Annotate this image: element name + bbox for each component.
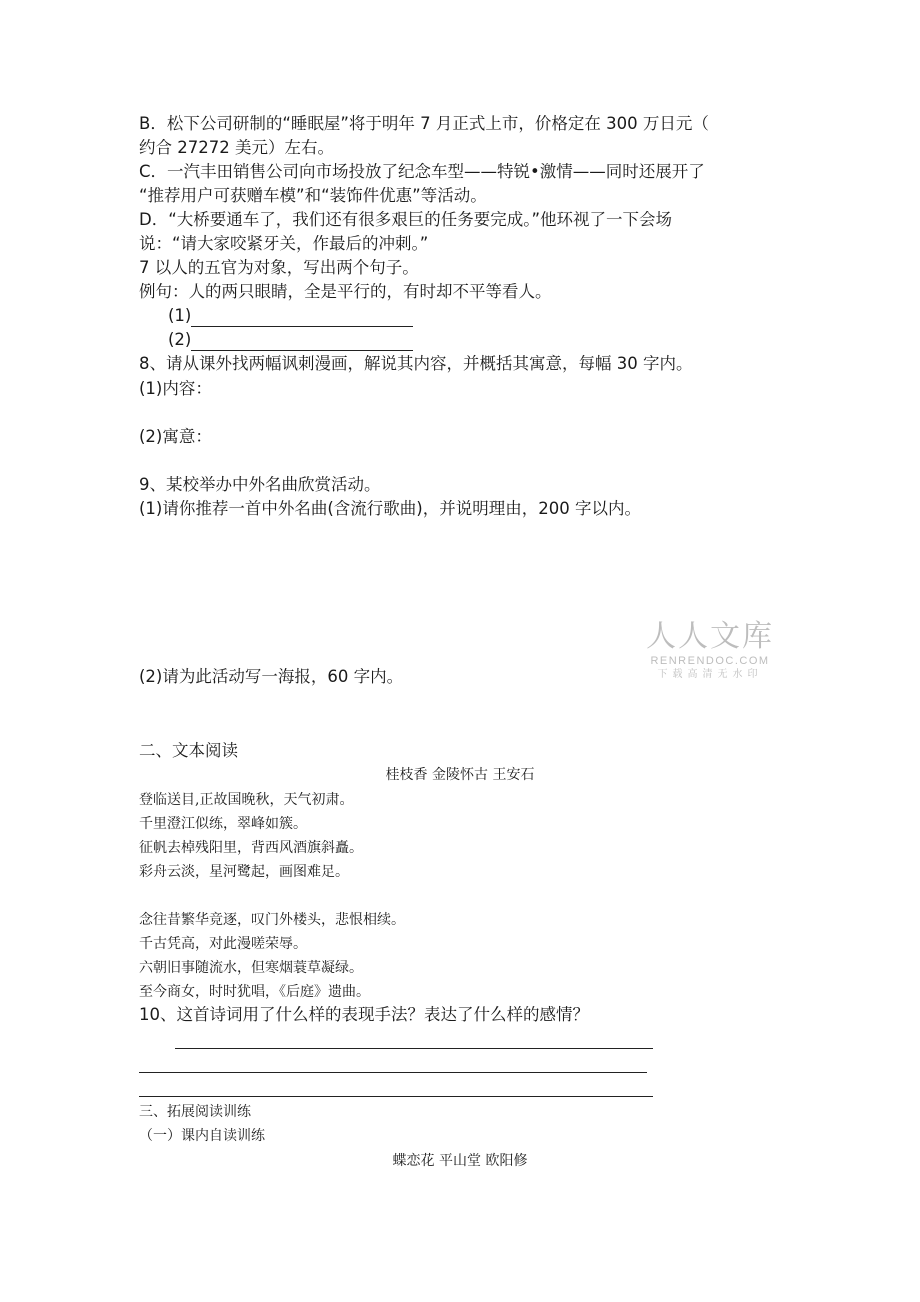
question-10: 10、这首诗词用了什么样的表现手法？表达了什么样的感情？ xyxy=(139,1005,589,1024)
option-b-line1: B．松下公司研制的“睡眠屋”将于明年 7 月正式上市，价格定在 300 万日元（ xyxy=(139,114,709,133)
option-d-line1: D．“大桥要通车了，我们还有很多艰巨的任务要完成。”他环视了一下会场 xyxy=(139,210,673,229)
answer-1-label: (1) xyxy=(168,306,192,325)
answer-line-2[interactable] xyxy=(139,1072,647,1073)
poem-1-line: 千里澄江似练，翠峰如簇。 xyxy=(139,816,307,832)
poem-2-title: 蝶恋花 平山堂 欧阳修 xyxy=(392,1153,528,1169)
question-7-example: 例句：人的两只眼睛，全是平行的，有时却不平等看人。 xyxy=(139,282,552,301)
question-9-part-1: (1)请你推荐一首中外名曲(含流行歌曲)，并说明理由，200 字以内。 xyxy=(139,499,641,518)
question-7-answer-1 xyxy=(168,305,413,327)
option-c-line2: “推荐用户可获赠车模”和“装饰件优惠”等活动。 xyxy=(139,186,487,205)
poem-1-line: 征帆去棹残阳里，背西风酒旗斜矗。 xyxy=(139,840,363,856)
question-8-content: (1)内容： xyxy=(139,379,212,398)
option-c-line1: C．一汽丰田销售公司向市场投放了纪念车型——特锐•激情——同时还展开了 xyxy=(139,162,705,181)
poem-1-line: 登临送目,正故国晚秋，天气初肃。 xyxy=(139,792,354,808)
option-d-line2: 说：“请大家咬紧牙关，作最后的冲刺。” xyxy=(139,234,429,253)
question-7: 7 以人的五官为对象，写出两个句子。 xyxy=(139,258,419,277)
poem-1-title: 桂枝香 金陵怀古 王安石 xyxy=(385,767,535,783)
poem-1-line: 彩舟云淡，星河鹭起，画图难足。 xyxy=(139,864,349,880)
watermark-note: 下载高清无水印 xyxy=(657,669,763,680)
watermark-title: 人人文库 xyxy=(646,619,774,654)
section-3-heading: 三、拓展阅读训练 xyxy=(139,1104,251,1120)
poem-1-line: 六朝旧事随流水，但寒烟蓑草凝绿。 xyxy=(139,960,363,976)
poem-1-line: 至今商女，时时犹唱，《后庭》遗曲。 xyxy=(139,984,370,1000)
poem-1-line: 千古凭高，对此漫嗟荣辱。 xyxy=(139,936,307,952)
answer-2-label: (2) xyxy=(168,330,192,349)
question-9: 9、某校举办中外名曲欣赏活动。 xyxy=(139,475,381,494)
poem-1-line: 念往昔繁华竞逐，叹门外楼头，悲恨相续。 xyxy=(139,912,405,928)
question-7-answer-2 xyxy=(168,329,413,351)
option-b-line2: 约合 27272 美元）左右。 xyxy=(139,138,334,157)
answer-line-3[interactable] xyxy=(139,1096,653,1097)
watermark-domain: RENRENDOC.COM xyxy=(650,655,770,667)
answer-1-blank[interactable] xyxy=(191,308,413,327)
section-2-heading: 二、文本阅读 xyxy=(139,741,238,760)
answer-line-1[interactable] xyxy=(175,1048,653,1049)
answer-2-blank[interactable] xyxy=(191,332,413,351)
watermark xyxy=(640,620,780,682)
question-8-meaning: (2)寓意： xyxy=(139,427,212,446)
section-3-subheading: （一）课内自读训练 xyxy=(139,1128,265,1144)
question-9-part-2: (2)请为此活动写一海报，60 字内。 xyxy=(139,667,404,686)
question-8: 8、请从课外找两幅讽刺漫画，解说其内容，并概括其寓意，每幅 30 字内。 xyxy=(139,354,693,373)
